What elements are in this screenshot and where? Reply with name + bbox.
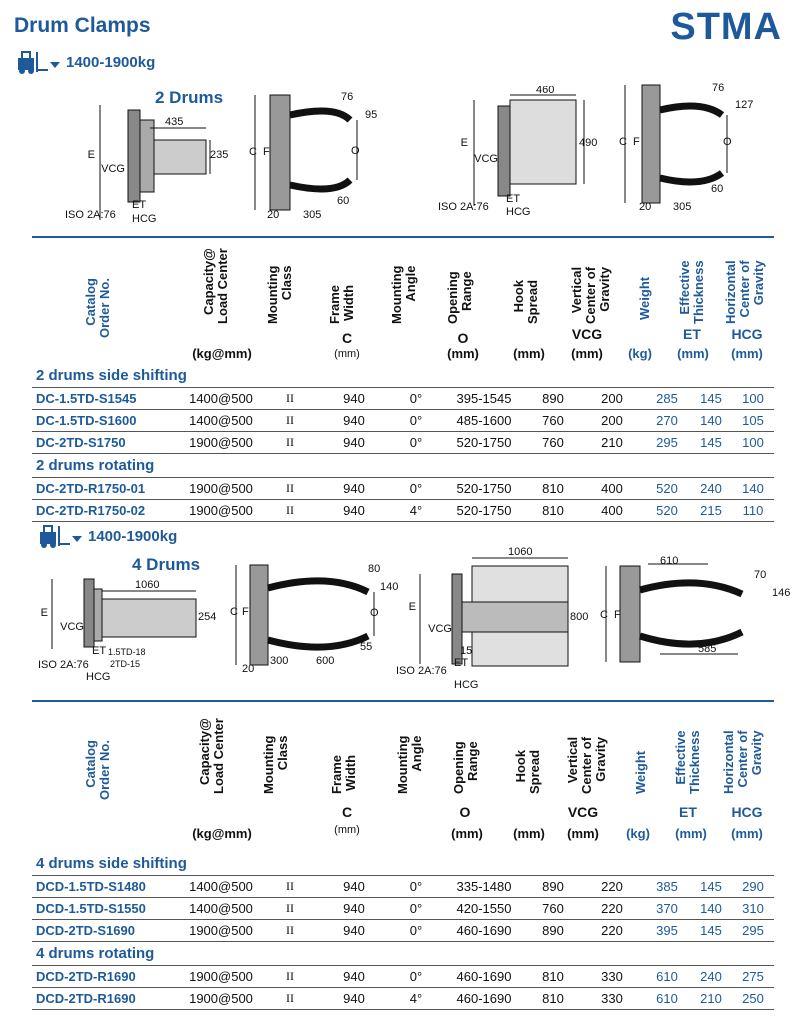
dim-70: 70 [754,569,767,581]
opening-range-cell: 520-1750 [442,432,526,454]
divider [32,236,774,238]
mounting-angle-cell: 0° [390,388,442,410]
unit-kg: (kg) [626,826,650,841]
dim-HCG: HCG [86,671,111,683]
weight-cell: 520 [644,500,690,522]
dim-490: 490 [579,137,598,149]
weight-cell: 610 [644,988,690,1010]
vcg-cell: 330 [580,966,644,988]
mounting-angle-cell: 4° [390,500,442,522]
diagram-4drum-front-a [228,560,408,678]
hcg-cell: 140 [732,478,774,500]
forklift-icon [16,50,64,74]
diagram-2drum-side-a [60,100,240,230]
dim-O: O [351,145,360,157]
opening-range-cell: 520-1750 [442,500,526,522]
col-capacity: Capacity@ Load Center [201,248,230,324]
dim-F: F [263,146,270,158]
opening-range-cell: 395-1545 [442,388,526,410]
mounting-angle-cell: 0° [390,966,442,988]
table2-header [32,704,774,852]
et-cell: 140 [690,410,732,432]
opening-range-cell: 485-1600 [442,410,526,432]
capacity-cell: 1900@500 [180,988,262,1010]
dim-300: 300 [270,655,289,667]
et-cell: 240 [690,478,732,500]
dim-E: E [408,601,416,613]
mounting-class-cell: II [262,920,318,942]
et-cell: 145 [690,388,732,410]
diagram-2drum-front-b [617,80,767,220]
et-cell: 145 [690,920,732,942]
capacity-cell: 1900@500 [180,478,262,500]
vcg-cell: 330 [580,988,644,1010]
dim-20: 20 [639,201,652,213]
col-mounting-class: Mounting Class [265,265,294,324]
mounting-class-cell: II [262,432,318,454]
group-row [32,942,774,966]
frame-width-cell: 940 [318,410,390,432]
sym-hcg: HCG [731,804,763,820]
table-row [32,432,774,454]
weight-cell: 520 [644,478,690,500]
et-cell: 140 [690,898,732,920]
section1-capacity [16,50,156,79]
capacity-cell: 1400@500 [180,388,262,410]
dim-1060: 1060 [135,579,160,591]
col-frame-width: Frame Width [329,754,358,794]
dim-235: 235 [210,149,229,161]
capacity-cell: 1900@500 [180,432,262,454]
hcg-cell: 100 [732,432,774,454]
table-row [32,898,774,920]
group-label: 2 drums side shifting [32,364,774,388]
sym-c: C [341,330,353,346]
table-row [32,920,774,942]
catalog-cell: DCD-1.5TD-S1550 [32,898,180,920]
hook-spread-cell: 760 [526,410,580,432]
unit-mm-vcg: (mm) [567,826,599,841]
iso-label: ISO 2A:76 [65,209,116,221]
dim-VCG: VCG [101,163,125,175]
et-cell: 145 [690,432,732,454]
hook-spread-cell: 810 [526,500,580,522]
col-vcg: Vertical Center of Gravity [569,266,612,324]
dim-800: 800 [570,611,589,623]
sym-et: ET [679,804,697,820]
unit-kg: (kg) [628,346,652,361]
catalog-cell: DCD-2TD-R1690 [32,988,180,1010]
mounting-angle-cell: 0° [390,876,442,898]
dim-ET: ET [506,193,521,205]
hook-spread-cell: 810 [526,478,580,500]
mounting-class-cell: II [262,876,318,898]
hook-spread-cell: 890 [526,920,580,942]
dim-140: 140 [380,581,399,593]
unit-mm-et: (mm) [677,346,709,361]
catalog-cell: DC-2TD-S1750 [32,432,180,454]
dim-F: F [242,606,249,618]
mounting-angle-cell: 0° [390,920,442,942]
hcg-cell: 310 [732,898,774,920]
unit-mm-o: (mm) [451,826,483,841]
et-cell: 145 [690,876,732,898]
four-drums-title: 4 Drums [132,555,201,574]
vcg-cell: 200 [580,388,644,410]
unit-mm-vcg: (mm) [571,346,603,361]
frame-width-cell: 940 [318,388,390,410]
dim-305: 305 [673,201,692,213]
frame-width-cell: 940 [318,920,390,942]
unit-mm-c: (mm) [334,824,360,836]
col-et: Effective Thickness [677,260,706,324]
mounting-class-cell: II [262,410,318,432]
dim-ET: ET [132,199,147,211]
et-cell: 210 [690,988,732,1010]
forklift-icon [38,524,86,548]
col-mounting-angle: Mounting Angle [395,735,424,794]
iso-label: ISO 2A:76 [438,201,489,213]
unit-mm-et: (mm) [675,826,707,841]
col-mounting-angle: Mounting Angle [389,265,418,324]
dim-E: E [460,137,468,149]
opening-range-cell: 420-1550 [442,898,526,920]
capacity-label: 1400-1900kg [66,54,156,71]
dim-HCG: HCG [454,679,479,691]
iso-label: ISO 2A:76 [38,659,89,671]
dim-VCG: VCG [60,621,84,633]
col-capacity: Capacity@ Load Center [197,718,226,794]
iso-label: ISO 2A:76 [396,665,447,677]
dim-76: 76 [712,82,725,94]
dim-C: C [249,146,257,158]
col-weight: Weight [637,276,652,320]
col-catalog: Catalog Order No. [83,740,112,800]
et-cell: 240 [690,966,732,988]
unit-mm-hcg: (mm) [731,826,763,841]
catalog-cell: DCD-2TD-R1690 [32,966,180,988]
vcg-cell: 400 [580,500,644,522]
group-row [32,852,774,876]
dim-15: 15 [460,645,473,657]
dim-254: 254 [198,611,217,623]
opening-range-cell: 460-1690 [442,988,526,1010]
mounting-class-cell: II [262,388,318,410]
col-hook-spread: Hook Spread [511,279,540,324]
weight-cell: 610 [644,966,690,988]
col-opening-range: Opening Range [451,741,480,794]
frame-width-cell: 940 [318,988,390,1010]
col-et: Effective Thickness [673,730,702,794]
hcg-cell: 275 [732,966,774,988]
dim-E: E [87,149,95,161]
hook-spread-cell: 810 [526,966,580,988]
mounting-angle-cell: 4° [390,988,442,1010]
dim-55: 55 [360,641,373,653]
sym-o: O [457,330,469,346]
capacity-cell: 1900@500 [180,920,262,942]
dim-C: C [230,606,238,618]
col-weight: Weight [633,750,648,794]
vcg-cell: 210 [580,432,644,454]
hcg-cell: 295 [732,920,774,942]
mounting-angle-cell: 0° [390,478,442,500]
sym-vcg: VCG [571,326,603,342]
vcg-cell: 220 [580,898,644,920]
dim-610: 610 [660,555,679,567]
frame-width-cell: 940 [318,966,390,988]
sym-o: O [459,804,471,820]
capacity-cell: 1400@500 [180,410,262,432]
col-mounting-class: Mounting Class [261,735,290,794]
dim-O: O [370,607,379,619]
table1-header [32,240,774,364]
frame-width-cell: 940 [318,500,390,522]
mounting-angle-cell: 0° [390,432,442,454]
dim-600: 600 [316,655,335,667]
dim-20: 20 [267,209,280,221]
weight-cell: 270 [644,410,690,432]
capacity-cell: 1400@500 [180,876,262,898]
dim-VCG: VCG [428,623,452,635]
weight-cell: 395 [644,920,690,942]
diagram-2drum-side-b [438,86,613,221]
catalog-cell: DCD-2TD-S1690 [32,920,180,942]
hook-spread-cell: 890 [526,388,580,410]
catalog-cell: DC-1.5TD-S1545 [32,388,180,410]
sym-vcg: VCG [567,804,599,820]
hook-spread-cell: 890 [526,876,580,898]
frame-width-cell: 940 [318,432,390,454]
divider [32,700,774,702]
dim-1060: 1060 [508,546,533,558]
diagram-2drum-front-a [245,90,395,225]
hcg-cell: 110 [732,500,774,522]
capacity-label: 1400-1900kg [88,528,178,545]
dim-HCG: HCG [132,213,157,225]
vcg-cell: 200 [580,410,644,432]
catalog-cell: DCD-1.5TD-S1480 [32,876,180,898]
frame-width-cell: 940 [318,898,390,920]
unit-mm-c: (mm) [334,348,360,360]
unit-mm-o: (mm) [447,346,479,361]
dim-F: F [633,136,640,148]
group-label: 4 drums side shifting [32,852,774,876]
unit-mm-hook: (mm) [513,346,545,361]
dim-127: 127 [735,99,754,111]
page-title: Drum Clamps [14,14,151,37]
table-row [32,388,774,410]
dim-VCG: VCG [474,153,498,165]
spec-table-4drums [32,852,774,1010]
dim-80: 80 [368,563,381,575]
dim-HCG: HCG [506,206,531,218]
weight-cell: 370 [644,898,690,920]
col-hcg: Horizontal Center of Gravity [721,730,764,794]
dim-E: E [40,607,48,619]
opening-range-cell: 460-1690 [442,920,526,942]
mounting-angle-cell: 0° [390,410,442,432]
dim-146: 146 [772,587,791,599]
dim-60: 60 [711,183,724,195]
hcg-cell: 250 [732,988,774,1010]
unit-mm-hcg: (mm) [731,346,763,361]
mounting-class-cell: II [262,898,318,920]
weight-cell: 295 [644,432,690,454]
col-opening-range: Opening Range [445,271,474,324]
opening-range-cell: 335-1480 [442,876,526,898]
dim-435: 435 [165,116,184,128]
hook-spread-cell: 760 [526,898,580,920]
sym-et: ET [683,326,701,342]
col-frame-width: Frame Width [327,284,356,324]
capacity-cell: 1900@500 [180,500,262,522]
two-drums-title: 2 Drums [155,88,224,107]
hook-spread-cell: 760 [526,432,580,454]
section2-capacity [38,524,178,553]
dim-ET: ET [92,645,107,657]
note-1: 1.5TD-18 [108,647,146,657]
diagram-4drum-front-b [598,554,792,674]
dim-460: 460 [536,86,555,96]
group-row [32,364,774,388]
mounting-class-cell: II [262,966,318,988]
table-row [32,478,774,500]
dim-585: 585 [698,643,717,655]
opening-range-cell: 460-1690 [442,966,526,988]
table-row [32,876,774,898]
vcg-cell: 400 [580,478,644,500]
hook-spread-cell: 810 [526,988,580,1010]
mounting-class-cell: II [262,478,318,500]
col-hcg: Horizontal Center of Gravity [723,260,766,324]
weight-cell: 285 [644,388,690,410]
group-label: 4 drums rotating [32,942,774,966]
spec-table-2drums [32,364,774,522]
sym-hcg: HCG [731,326,763,342]
dim-95: 95 [365,109,378,121]
unit-kgmm: (kg@mm) [192,346,252,361]
mounting-class-cell: II [262,988,318,1010]
diagram-4drum-side-a [38,574,228,684]
mounting-angle-cell: 0° [390,898,442,920]
vcg-cell: 220 [580,920,644,942]
capacity-cell: 1400@500 [180,898,262,920]
unit-kgmm: (kg@mm) [192,826,252,841]
table-row [32,966,774,988]
catalog-cell: DC-2TD-R1750-01 [32,478,180,500]
table-row [32,410,774,432]
dim-305: 305 [303,209,322,221]
dim-76: 76 [341,91,354,103]
brand-logo: STMA [670,6,782,48]
frame-width-cell: 940 [318,478,390,500]
dim-F: F [614,609,621,621]
catalog-cell: DC-2TD-R1750-02 [32,500,180,522]
diagram-4drum-side-b [392,544,592,692]
col-catalog: Catalog Order No. [83,278,112,338]
note-2: 2TD-15 [110,659,141,669]
dim-C: C [619,136,627,148]
group-row [32,454,774,478]
dim-ET: ET [454,657,469,669]
capacity-cell: 1900@500 [180,966,262,988]
frame-width-cell: 940 [318,876,390,898]
table-row [32,500,774,522]
catalog-cell: DC-1.5TD-S1600 [32,410,180,432]
dim-20: 20 [242,663,255,675]
group-label: 2 drums rotating [32,454,774,478]
mounting-class-cell: II [262,500,318,522]
dim-O: O [723,136,732,148]
vcg-cell: 220 [580,876,644,898]
dim-60: 60 [337,195,350,207]
et-cell: 215 [690,500,732,522]
hcg-cell: 290 [732,876,774,898]
dim-C: C [600,609,608,621]
opening-range-cell: 520-1750 [442,478,526,500]
unit-mm-hook: (mm) [513,826,545,841]
hcg-cell: 100 [732,388,774,410]
hcg-cell: 105 [732,410,774,432]
table-row [32,988,774,1010]
sym-c: C [341,804,353,820]
col-vcg: Vertical Center of Gravity [565,736,608,794]
weight-cell: 385 [644,876,690,898]
col-hook-spread: Hook Spread [513,749,542,794]
